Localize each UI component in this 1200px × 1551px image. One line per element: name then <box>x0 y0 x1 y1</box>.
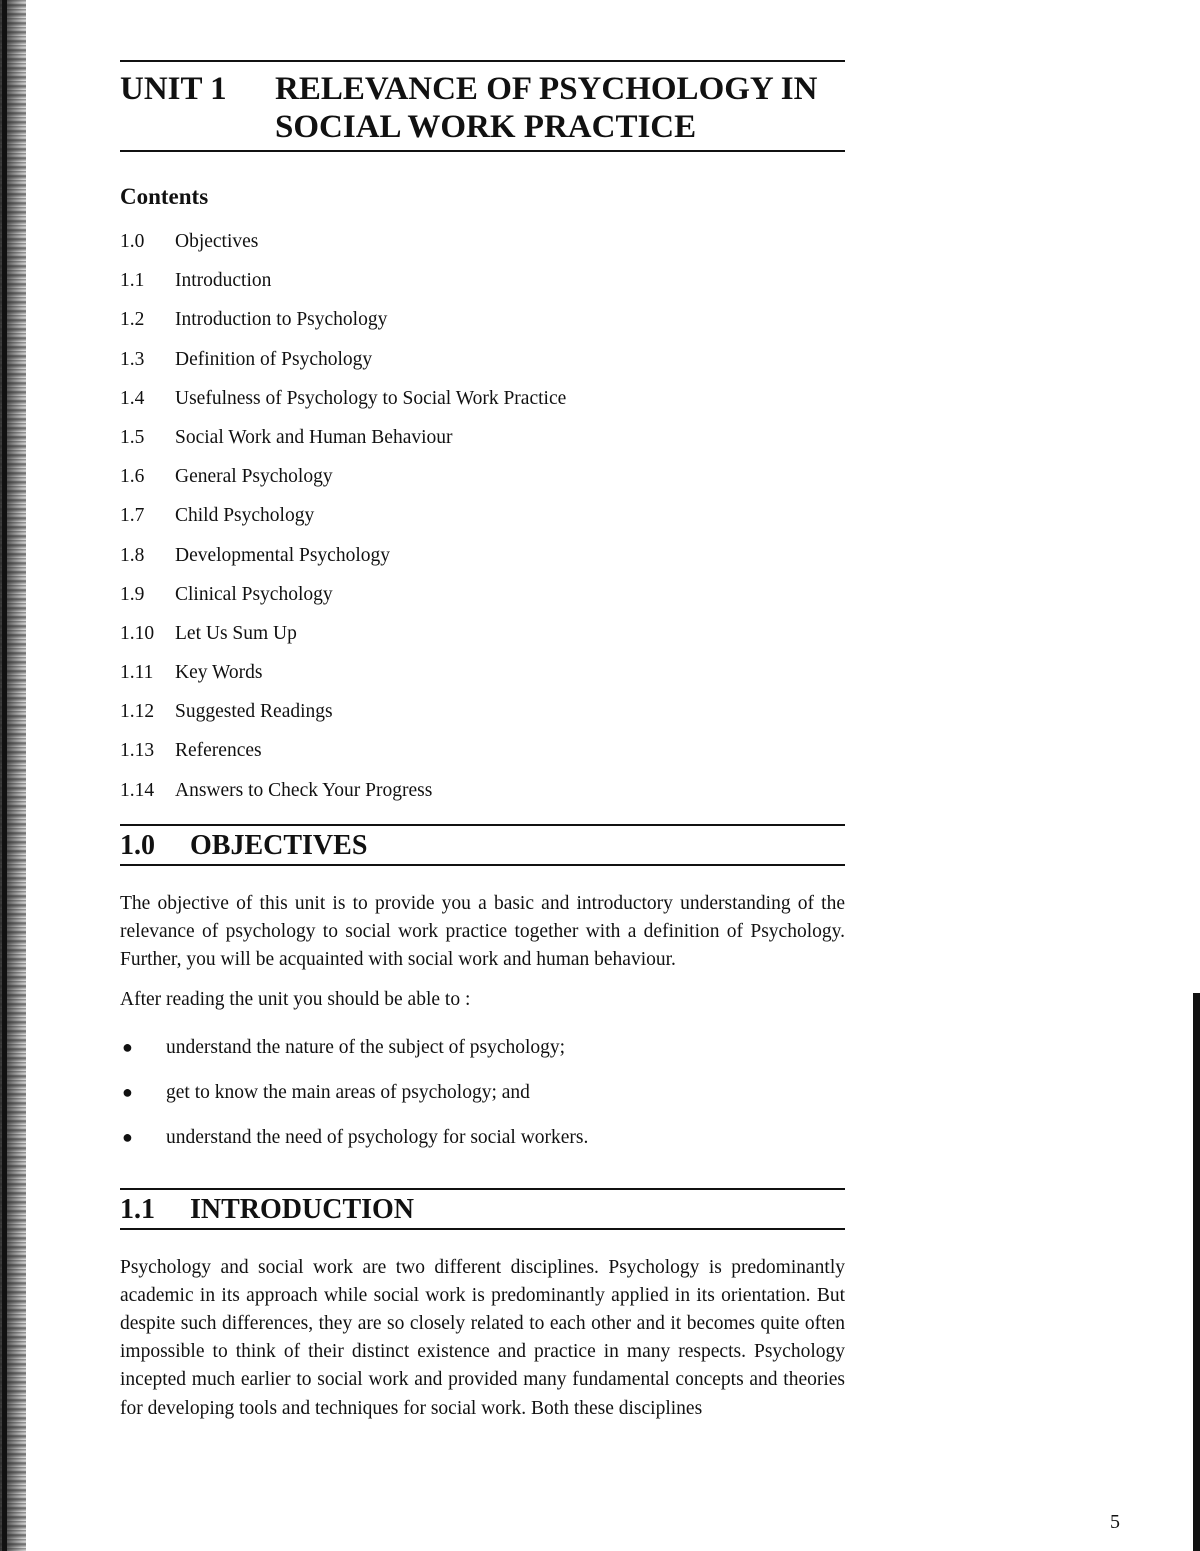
list-item <box>120 1115 845 1160</box>
introduction-paragraph: Psychology and social work are two different disciplines. Psychology is predominantly academic in its approach while social work is predominantly applied in its orientation. But despite such differences, they are so closely related to each other and it becomes quite often impossible to think of their distinct existence and practice in many respects. Psychology incepted much earlier to social work and provided many fundamental concepts and theories for developing tools and techniques for social work. Both these disciplines <box>120 1256 845 1419</box>
list-item-text: understand the need of psychology for social workers. <box>166 1126 589 1148</box>
unit-title <box>275 70 817 146</box>
scan-edge-mark <box>1193 993 1200 1551</box>
toc-item-title: Usefulness of Psychology to Social Work Practice <box>175 387 567 409</box>
toc-item <box>120 692 845 731</box>
unit-title-line-2: SOCIAL WORK PRACTICE <box>275 109 697 145</box>
document-page <box>120 60 845 1423</box>
toc-item-title: Key Words <box>175 662 263 684</box>
toc-item-title: Definition of Psychology <box>175 348 373 370</box>
list-item-text: understand the nature of the subject of psychology; <box>166 1036 566 1058</box>
toc-item-title: References <box>175 740 262 762</box>
toc-item-title: General Psychology <box>175 466 333 488</box>
toc-item-title: Introduction <box>175 270 272 292</box>
toc-item-number: 1.14 <box>120 779 155 801</box>
toc-item-title: Objectives <box>175 231 259 252</box>
toc-item <box>120 340 845 379</box>
toc-item-title: Answers to Check Your Progress <box>175 779 433 801</box>
toc-item-number: 1.7 <box>120 505 145 527</box>
toc-item <box>120 575 845 614</box>
contents-heading: Contents <box>120 184 209 209</box>
section-title: OBJECTIVES <box>190 829 368 861</box>
section-title: INTRODUCTION <box>190 1193 415 1225</box>
toc-item-number: 1.12 <box>120 701 155 723</box>
bullet-icon: ● <box>122 1081 133 1102</box>
page-number: 5 <box>1110 1511 1120 1533</box>
toc-item-number: 1.11 <box>120 662 154 684</box>
toc-item-number: 1.6 <box>120 466 145 488</box>
section-number: 1.1 <box>120 1193 155 1225</box>
table-of-contents <box>120 222 845 810</box>
unit-title-line-1: RELEVANCE OF PSYCHOLOGY IN <box>275 71 818 107</box>
toc-item-title: Let Us Sum Up <box>175 622 297 644</box>
toc-item-title: Child Psychology <box>175 505 315 527</box>
bullet-icon: ● <box>122 1036 133 1057</box>
unit-header <box>120 60 845 152</box>
unit-label: UNIT 1 <box>120 71 227 107</box>
toc-item <box>120 536 845 575</box>
toc-item <box>120 653 845 692</box>
toc-item <box>120 457 845 496</box>
scan-binding-line <box>2 0 7 1551</box>
toc-item-number: 1.10 <box>120 622 155 644</box>
toc-item <box>120 300 845 339</box>
list-item <box>120 1070 845 1115</box>
toc-item <box>120 222 845 261</box>
toc-item-title: Social Work and Human Behaviour <box>175 426 453 448</box>
section-number: 1.0 <box>120 829 155 861</box>
toc-item-number: 1.9 <box>120 583 145 605</box>
toc-item <box>120 418 845 457</box>
toc-item-number: 1.1 <box>120 270 145 292</box>
objectives-list <box>120 1025 845 1160</box>
toc-item-number: 1.13 <box>120 740 155 762</box>
list-item-text: get to know the main areas of psychology; and <box>166 1081 530 1103</box>
toc-item-number: 1.2 <box>120 309 145 331</box>
toc-item <box>120 614 845 653</box>
toc-item-number: 1.0 <box>120 231 145 252</box>
toc-item-number: 1.3 <box>120 348 145 370</box>
list-item <box>120 1025 845 1070</box>
objectives-heading <box>120 824 845 866</box>
toc-item <box>120 379 845 418</box>
bullet-icon: ● <box>122 1126 133 1147</box>
toc-item-title: Suggested Readings <box>175 701 333 723</box>
introduction-heading <box>120 1188 845 1230</box>
toc-item <box>120 771 845 810</box>
objectives-lead: After reading the unit you should be able to : <box>120 989 471 1011</box>
toc-item-title: Clinical Psychology <box>175 583 333 605</box>
objectives-paragraph: The objective of this unit is to provide you a basic and introductory understanding of the relevance of psychology to social work practice together with a definition of Psychology. Further, you will be acquainted with social work and human behaviour. <box>120 892 845 971</box>
toc-item-number: 1.4 <box>120 387 145 409</box>
toc-item-title: Introduction to Psychology <box>175 309 388 331</box>
toc-item <box>120 496 845 535</box>
toc-item-title: Developmental Psychology <box>175 544 391 566</box>
toc-item <box>120 731 845 770</box>
toc-item-number: 1.8 <box>120 544 145 566</box>
toc-item <box>120 261 845 300</box>
toc-item-number: 1.5 <box>120 426 145 448</box>
